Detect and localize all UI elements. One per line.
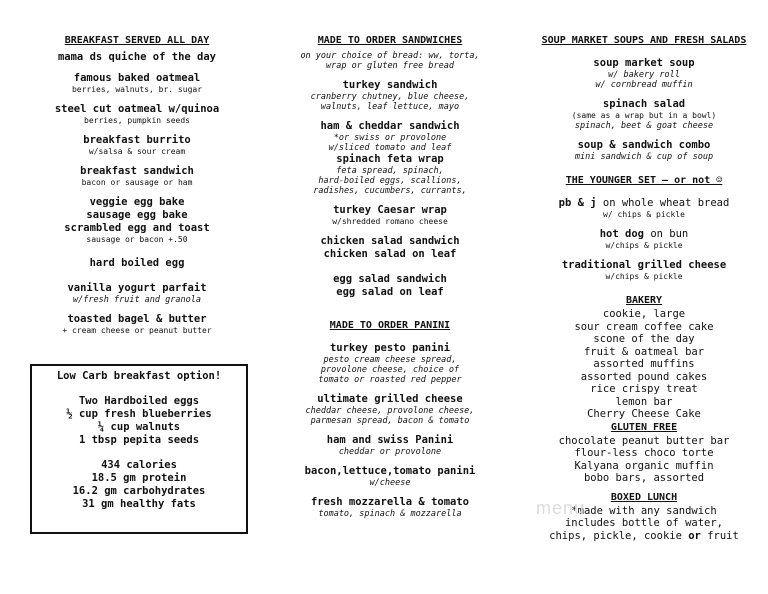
menu-item: spinach feta wrap bbox=[336, 153, 444, 165]
bakery-item: lemon bar bbox=[615, 395, 673, 408]
bakery-item: scone of the day bbox=[593, 333, 695, 345]
menu-item: turkey sandwich bbox=[342, 79, 438, 91]
item-description: w/salsa & sour cream bbox=[88, 147, 186, 156]
item-description: sausage or bacon +.50 bbox=[86, 235, 188, 244]
boxed-lunch-line bbox=[530, 530, 758, 543]
watermark-logo: menu bbox=[536, 498, 586, 518]
menu-item: spinach salad bbox=[602, 98, 686, 110]
item-description: radishes, cucumbers, currants, bbox=[313, 186, 467, 196]
item-description: w/chips & pickle bbox=[605, 241, 683, 250]
bakery-item: fruit & oatmeal bar bbox=[583, 345, 705, 358]
item-description: bacon or sausage or ham bbox=[81, 178, 193, 187]
menu-item: chicken salad on leaf bbox=[323, 248, 457, 260]
item-description: berries, walnuts, br. sugar bbox=[71, 85, 203, 94]
item-description: w/sliced tomato and leaf bbox=[328, 143, 452, 153]
low-carb-line: Two Hardboiled eggs bbox=[78, 395, 200, 407]
intro-line: wrap or gluten free bread bbox=[326, 61, 454, 71]
menu-item bbox=[530, 259, 758, 272]
boxed-lunch-line: includes bottle of water, bbox=[564, 517, 724, 529]
menu-item: egg salad sandwich bbox=[333, 273, 447, 285]
menu-item: mama ds quiche of the day bbox=[57, 51, 217, 63]
bakery-item: assorted muffins bbox=[593, 358, 695, 370]
low-carb-title: Low Carb breakfast option! bbox=[56, 370, 222, 382]
menu-item: scrambled egg and toast bbox=[64, 222, 210, 234]
low-carb-line: ½ cup fresh blueberries bbox=[66, 408, 212, 420]
item-description: cheddar cheese, provolone cheese, bbox=[305, 406, 475, 416]
bakery-item: sour cream coffee cake bbox=[574, 320, 714, 333]
nutrition-line: 16.2 gm carbohydrates bbox=[72, 485, 206, 497]
item-name-rest: on bun bbox=[644, 228, 689, 240]
menu-item: turkey Caesar wrap bbox=[333, 204, 447, 216]
item-description: w/cheese bbox=[369, 478, 411, 488]
sandwiches-column bbox=[270, 34, 510, 519]
boxed-lunch-text-end: fruit bbox=[700, 529, 739, 542]
item-description: tomato, spinach & mozzarella bbox=[318, 509, 462, 519]
menu-item: chicken salad sandwich bbox=[320, 235, 460, 247]
item-description: cheddar or provolone bbox=[338, 447, 442, 457]
boxed-lunch-line: *made with any sandwich bbox=[571, 504, 717, 517]
menu-item: sausage egg bake bbox=[86, 209, 188, 221]
bakery-heading: BAKERY bbox=[625, 295, 663, 306]
menu-item: soup market soup bbox=[593, 57, 695, 69]
menu-item: ultimate grilled cheese bbox=[317, 393, 463, 405]
menu-item bbox=[530, 197, 758, 210]
item-description: + cream cheese or peanut butter bbox=[62, 326, 212, 335]
menu-item: famous baked oatmeal bbox=[73, 72, 201, 84]
panini-heading: MADE TO ORDER PANINI bbox=[329, 320, 451, 331]
item-name: pb & j bbox=[558, 197, 597, 209]
sandwiches-heading: MADE TO ORDER SANDWICHES bbox=[317, 35, 463, 46]
menu-item: egg salad on leaf bbox=[336, 286, 444, 298]
bakery-item: Cherry Cheese Cake bbox=[587, 408, 701, 420]
boxed-lunch-text: chips, pickle, cookie bbox=[549, 529, 689, 542]
item-description: spinach, beet & goat cheese bbox=[574, 121, 714, 131]
low-carb-line: ¼ cup walnuts bbox=[97, 421, 181, 433]
gluten-free-item: chocolate peanut butter bar bbox=[558, 434, 730, 447]
item-description: tomato or roasted red pepper bbox=[318, 375, 462, 385]
menu-item: fresh mozzarella & tomato bbox=[310, 496, 470, 508]
nutrition-line: 434 calories bbox=[101, 459, 177, 471]
breakfast-column bbox=[22, 34, 252, 336]
bakery-item: cookie, large bbox=[602, 308, 686, 320]
low-carb-line: 1 tbsp pepita seeds bbox=[78, 434, 200, 446]
breakfast-heading: BREAKFAST SERVED ALL DAY bbox=[64, 35, 210, 46]
gluten-free-item: flour-less choco torte bbox=[574, 447, 714, 459]
item-description: w/chips & pickle bbox=[605, 272, 683, 281]
item-name: traditional grilled cheese bbox=[561, 259, 727, 271]
item-description: w/fresh fruit and granola bbox=[73, 295, 201, 305]
boxed-lunch-heading: BOXED LUNCH bbox=[610, 491, 678, 503]
item-description: mini sandwich & cup of soup bbox=[574, 152, 714, 162]
soups-heading: SOUP MARKET SOUPS AND FRESH SALADS bbox=[541, 35, 747, 46]
item-description: w/ cornbread muffin bbox=[595, 80, 693, 90]
gluten-free-item: bobo bars, assorted bbox=[583, 472, 705, 484]
item-description: hard-boiled eggs, scallions, bbox=[318, 176, 462, 186]
menu-item: breakfast burrito bbox=[83, 134, 191, 146]
item-description: walnuts, leaf lettuce, mayo bbox=[320, 102, 460, 112]
intro-line: on your choice of bread: ww, torta, bbox=[300, 51, 480, 61]
low-carb-box bbox=[30, 364, 248, 534]
soups-column bbox=[530, 34, 758, 542]
item-description: w/ bakery roll bbox=[608, 70, 680, 80]
item-description: pesto cream cheese spread, bbox=[323, 355, 457, 365]
menu-item: veggie egg bake bbox=[89, 196, 185, 208]
menu-item: bacon,lettuce,tomato panini bbox=[304, 465, 476, 477]
item-description: parmesan spread, bacon & tomato bbox=[310, 416, 470, 426]
menu-item: toasted bagel & butter bbox=[67, 313, 207, 325]
item-name: hot dog bbox=[599, 228, 644, 240]
menu-item: ham & cheddar sandwich bbox=[320, 120, 460, 132]
item-name-rest: on whole wheat bread bbox=[596, 197, 730, 209]
menu-item: soup & sandwich combo bbox=[577, 139, 711, 151]
younger-heading: THE YOUNGER SET – or not ☺ bbox=[565, 175, 723, 186]
menu-item: ham and swiss Panini bbox=[326, 434, 454, 446]
item-description: w/ chips & pickle bbox=[603, 210, 685, 219]
gluten-free-heading: GLUTEN FREE bbox=[610, 421, 678, 433]
item-note: (same as a wrap but in a bowl) bbox=[571, 111, 717, 120]
menu-item: hard boiled egg bbox=[89, 257, 185, 269]
item-description: berries, pumpkin seeds bbox=[84, 116, 190, 125]
nutrition-line: 31 gm healthy fats bbox=[82, 498, 196, 510]
menu-item: steel cut oatmeal w/quinoa bbox=[54, 103, 220, 115]
nutrition-line: 18.5 gm protein bbox=[91, 472, 187, 484]
menu-item: vanilla yogurt parfait bbox=[67, 282, 207, 294]
gluten-free-item: Kalyana organic muffin bbox=[574, 459, 714, 472]
item-description: *or swiss or provolone bbox=[333, 133, 447, 143]
menu-item: breakfast sandwich bbox=[80, 165, 194, 177]
bakery-item: rice crispy treat bbox=[590, 383, 698, 395]
item-description: feta spread, spinach, bbox=[336, 166, 444, 176]
item-description: w/shredded romano cheese bbox=[332, 217, 448, 226]
bakery-item: assorted pound cakes bbox=[580, 370, 708, 383]
item-description: cranberry chutney, blue cheese, bbox=[310, 92, 470, 102]
item-description: provolone cheese, choice of bbox=[320, 365, 460, 375]
menu-item bbox=[530, 228, 758, 241]
boxed-lunch-or: or bbox=[688, 529, 701, 542]
menu-item: turkey pesto panini bbox=[329, 342, 451, 354]
